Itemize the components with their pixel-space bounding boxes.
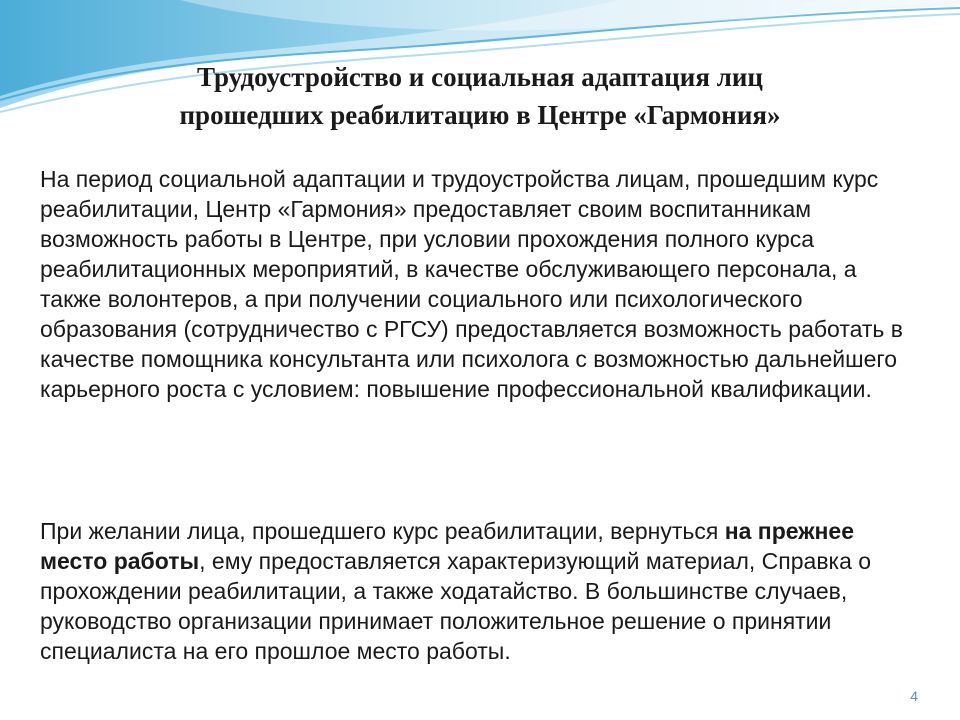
slide-title-line-1: Трудоустройство и социальная адаптация лиц bbox=[197, 62, 763, 92]
slide-title bbox=[70, 58, 890, 134]
paragraph-return-emphasis: на прежнее место работы bbox=[40, 518, 855, 574]
page-number: 4 bbox=[910, 688, 918, 704]
slide-title-line-2: прошедших реабилитацию в Центре «Гармония» bbox=[179, 100, 781, 130]
paragraph-return-text-2: , ему предоставляется характеризующий материал, Справка о прохождении реабилитации, а также ходатайство. В большинстве случаев, руководство организации принимает положительное решение о принятии специалиста на его прошлое место работы. bbox=[40, 548, 872, 664]
paragraph-return-to-work bbox=[40, 516, 920, 666]
paragraph-return-text-1: При желании лица, прошедшего курс реабилитации, вернуться bbox=[40, 518, 725, 544]
paragraph-employment: На период социальной адаптации и трудоустройства лицам, прошедшим курс реабилитации, Центр «Гармония» предоставляет своим воспитанникам возможность работы в Центре, при условии прохождения полного курса реабилитационных мероприятий, в качестве обслуживающего персонала, а также волонтеров, а при получении социального или психологического образования (сотрудничество с РГСУ) предоставляется возможность работать в качестве помощника консультанта или психолога с возможностью дальнейшего карьерного роста с условием: повышение профессиональной квалификации. bbox=[40, 166, 904, 402]
